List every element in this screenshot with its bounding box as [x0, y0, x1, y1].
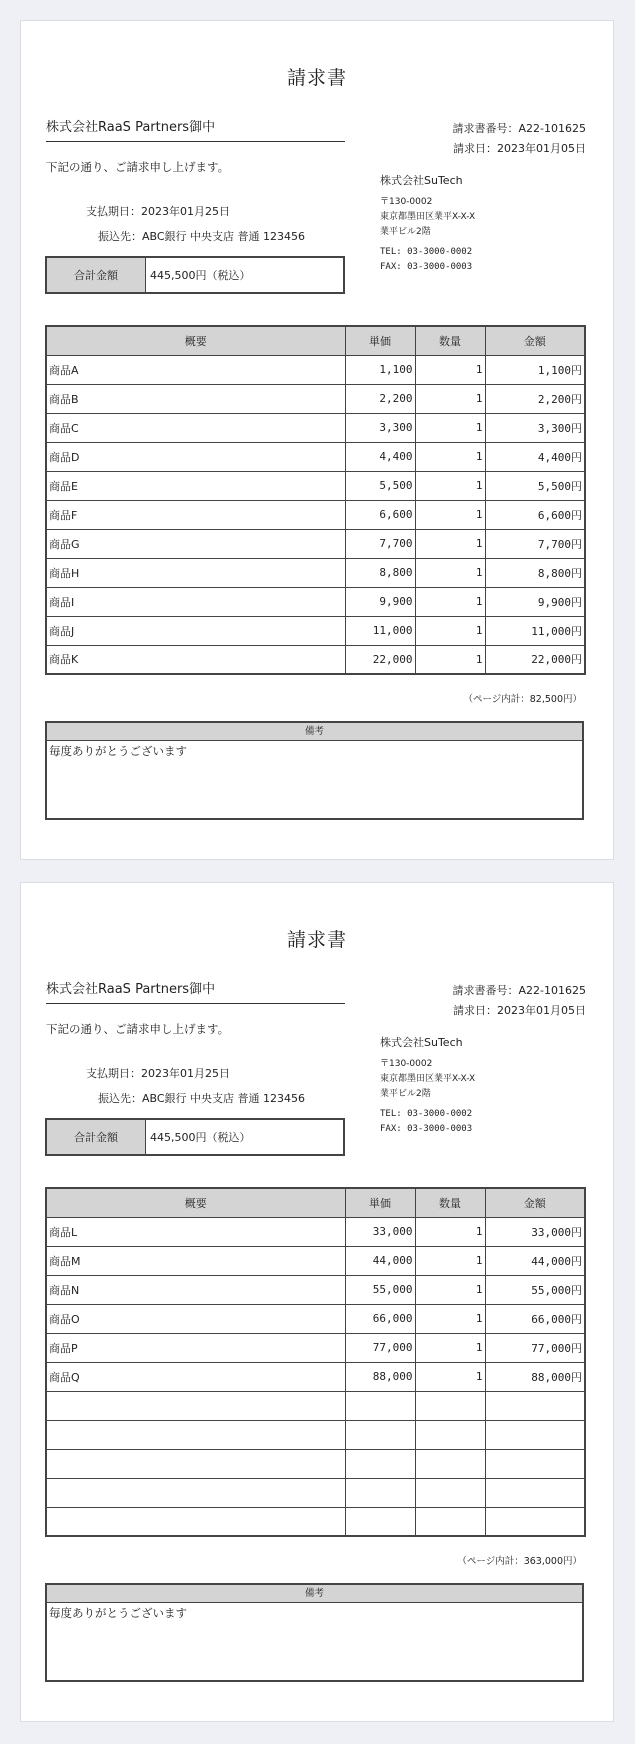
- table-row: [46, 1304, 585, 1333]
- remarks-text: 毎度ありがとうございます: [49, 1606, 187, 1620]
- item-description: 商品F: [46, 500, 345, 529]
- item-description: 商品P: [46, 1333, 345, 1362]
- item-description: [46, 1391, 345, 1420]
- bank-info: 振込先：ABC銀行 中央支店 普通 123456: [98, 230, 306, 243]
- item-quantity: 1: [415, 1333, 485, 1362]
- item-unit-price: 66,000: [345, 1304, 415, 1333]
- fax: FAX: 03-3000-0003: [380, 262, 473, 272]
- header-quantity: 数量: [415, 326, 485, 355]
- invoice-meta: [321, 981, 586, 1021]
- item-amount: [485, 1449, 585, 1478]
- table-row: [46, 1217, 585, 1246]
- table-row: [46, 529, 585, 558]
- item-amount: 44,000円: [485, 1246, 585, 1275]
- header-description: 概要: [46, 1188, 345, 1217]
- address-line-2: 業平ビル2階: [380, 1089, 431, 1099]
- issuer-company: 株式会社SuTech: [380, 1036, 463, 1049]
- due-date: 支払期日：2023年01月25日: [86, 1067, 230, 1080]
- item-quantity: [415, 1391, 485, 1420]
- bank-info: 振込先：ABC銀行 中央支店 普通 123456: [98, 1092, 306, 1105]
- item-unit-price: [345, 1449, 415, 1478]
- item-amount: [485, 1478, 585, 1507]
- item-quantity: 1: [415, 1362, 485, 1391]
- intro-text: 下記の通り、ご請求申し上げます。: [46, 160, 230, 174]
- remarks-label: 備考: [47, 723, 582, 741]
- item-quantity: 1: [415, 500, 485, 529]
- item-amount: 22,000円: [485, 645, 585, 674]
- table-row: [46, 384, 585, 413]
- issuer-contact: [380, 1107, 472, 1137]
- issuer-company: 株式会社SuTech: [380, 174, 463, 187]
- remarks-text: 毎度ありがとうございます: [49, 744, 187, 758]
- table-row: [46, 1478, 585, 1507]
- item-amount: 77,000円: [485, 1333, 585, 1362]
- item-amount: 8,800円: [485, 558, 585, 587]
- table-row: [46, 1449, 585, 1478]
- address-line-1: 東京都墨田区業平X-X-X: [380, 1074, 476, 1084]
- item-amount: 5,500円: [485, 471, 585, 500]
- item-description: [46, 1507, 345, 1536]
- table-header-row: [46, 326, 585, 355]
- item-unit-price: 44,000: [345, 1246, 415, 1275]
- item-description: 商品O: [46, 1304, 345, 1333]
- issuer-address: [380, 195, 475, 240]
- table-row: [46, 442, 585, 471]
- item-quantity: [415, 1478, 485, 1507]
- item-quantity: [415, 1420, 485, 1449]
- item-quantity: 1: [415, 1304, 485, 1333]
- client-name: 株式会社RaaS Partners御中: [46, 116, 345, 142]
- item-unit-price: 4,400: [345, 442, 415, 471]
- item-quantity: 1: [415, 645, 485, 674]
- item-unit-price: 2,200: [345, 384, 415, 413]
- item-unit-price: 5,500: [345, 471, 415, 500]
- remarks-label: 備考: [47, 1585, 582, 1603]
- item-description: 商品A: [46, 355, 345, 384]
- table-row: [46, 1246, 585, 1275]
- item-amount: 9,900円: [485, 587, 585, 616]
- item-amount: 4,400円: [485, 442, 585, 471]
- item-description: 商品C: [46, 413, 345, 442]
- items-table: [45, 325, 586, 675]
- item-quantity: 1: [415, 616, 485, 645]
- item-unit-price: 55,000: [345, 1275, 415, 1304]
- invoice-date: 請求日：2023年01月05日: [453, 1004, 586, 1017]
- address-line-1: 東京都墨田区業平X-X-X: [380, 212, 476, 222]
- item-quantity: 1: [415, 355, 485, 384]
- item-amount: 7,700円: [485, 529, 585, 558]
- invoice-page-1: [20, 20, 614, 860]
- table-row: [46, 1333, 585, 1362]
- item-unit-price: [345, 1478, 415, 1507]
- item-quantity: 1: [415, 1217, 485, 1246]
- item-unit-price: 88,000: [345, 1362, 415, 1391]
- tel: TEL: 03-3000-0002: [380, 247, 473, 257]
- total-value: 445,500円（税込）: [150, 269, 251, 282]
- client-name: 株式会社RaaS Partners御中: [46, 978, 345, 1004]
- page-subtotal: （ページ内計：363,000円）: [457, 1556, 582, 1567]
- table-row: [46, 355, 585, 384]
- table-row: [46, 558, 585, 587]
- item-description: 商品D: [46, 442, 345, 471]
- tel: TEL: 03-3000-0002: [380, 1109, 473, 1119]
- item-amount: 88,000円: [485, 1362, 585, 1391]
- postal-code: 〒130-0002: [380, 1059, 433, 1069]
- item-quantity: 1: [415, 442, 485, 471]
- item-unit-price: 22,000: [345, 645, 415, 674]
- intro-text: 下記の通り、ご請求申し上げます。: [46, 1022, 230, 1036]
- header-unit-price: 単価: [345, 326, 415, 355]
- header-quantity: 数量: [415, 1188, 485, 1217]
- page-subtotal: （ページ内計：82,500円）: [463, 694, 582, 705]
- total-amount-box: [45, 1118, 345, 1156]
- item-quantity: 1: [415, 587, 485, 616]
- table-row: [46, 587, 585, 616]
- item-amount: [485, 1391, 585, 1420]
- item-description: 商品H: [46, 558, 345, 587]
- table-row: [46, 616, 585, 645]
- item-unit-price: 11,000: [345, 616, 415, 645]
- table-row: [46, 1391, 585, 1420]
- header-description: 概要: [46, 326, 345, 355]
- table-row: [46, 645, 585, 674]
- item-description: 商品M: [46, 1246, 345, 1275]
- item-unit-price: 9,900: [345, 587, 415, 616]
- item-unit-price: [345, 1420, 415, 1449]
- item-description: 商品B: [46, 384, 345, 413]
- item-unit-price: [345, 1391, 415, 1420]
- invoice-number: 請求書番号：A22-101625: [452, 984, 586, 997]
- total-label: 合計金額: [47, 1120, 146, 1154]
- item-amount: 3,300円: [485, 413, 585, 442]
- table-row: [46, 413, 585, 442]
- item-quantity: [415, 1507, 485, 1536]
- total-amount-box: [45, 256, 345, 294]
- item-quantity: [415, 1449, 485, 1478]
- item-unit-price: 1,100: [345, 355, 415, 384]
- item-quantity: 1: [415, 471, 485, 500]
- item-description: 商品L: [46, 1217, 345, 1246]
- item-description: 商品E: [46, 471, 345, 500]
- item-description: 商品Q: [46, 1362, 345, 1391]
- total-label: 合計金額: [47, 258, 146, 292]
- invoice-title: 請求書: [286, 67, 347, 89]
- header-amount: 金額: [485, 1188, 585, 1217]
- fax: FAX: 03-3000-0003: [380, 1124, 473, 1134]
- header-amount: 金額: [485, 326, 585, 355]
- item-unit-price: 6,600: [345, 500, 415, 529]
- table-row: [46, 1362, 585, 1391]
- item-description: 商品K: [46, 645, 345, 674]
- remarks-box: [45, 721, 584, 820]
- item-amount: [485, 1507, 585, 1536]
- item-amount: [485, 1420, 585, 1449]
- issuer-contact: [380, 245, 472, 275]
- postal-code: 〒130-0002: [380, 197, 433, 207]
- item-unit-price: 33,000: [345, 1217, 415, 1246]
- invoice-meta: [321, 119, 586, 159]
- invoice-page-2: [20, 882, 614, 1722]
- item-unit-price: 77,000: [345, 1333, 415, 1362]
- item-description: 商品J: [46, 616, 345, 645]
- item-unit-price: 7,700: [345, 529, 415, 558]
- item-description: [46, 1449, 345, 1478]
- table-row: [46, 1507, 585, 1536]
- total-value: 445,500円（税込）: [150, 1131, 251, 1144]
- header-unit-price: 単価: [345, 1188, 415, 1217]
- item-quantity: 1: [415, 413, 485, 442]
- item-quantity: 1: [415, 529, 485, 558]
- item-amount: 66,000円: [485, 1304, 585, 1333]
- due-date: 支払期日：2023年01月25日: [86, 205, 230, 218]
- item-unit-price: [345, 1507, 415, 1536]
- item-description: 商品G: [46, 529, 345, 558]
- table-row: [46, 1420, 585, 1449]
- item-quantity: 1: [415, 1275, 485, 1304]
- item-description: [46, 1420, 345, 1449]
- item-amount: 55,000円: [485, 1275, 585, 1304]
- item-description: 商品N: [46, 1275, 345, 1304]
- table-row: [46, 471, 585, 500]
- item-quantity: 1: [415, 1246, 485, 1275]
- item-amount: 1,100円: [485, 355, 585, 384]
- items-table: [45, 1187, 586, 1537]
- item-description: [46, 1478, 345, 1507]
- remarks-box: [45, 1583, 584, 1682]
- item-unit-price: 8,800: [345, 558, 415, 587]
- item-amount: 2,200円: [485, 384, 585, 413]
- item-amount: 6,600円: [485, 500, 585, 529]
- table-header-row: [46, 1188, 585, 1217]
- invoice-title: 請求書: [286, 929, 347, 951]
- item-amount: 11,000円: [485, 616, 585, 645]
- address-line-2: 業平ビル2階: [380, 227, 431, 237]
- item-description: 商品I: [46, 587, 345, 616]
- issuer-address: [380, 1057, 475, 1102]
- table-row: [46, 1275, 585, 1304]
- invoice-number: 請求書番号：A22-101625: [452, 122, 586, 135]
- item-quantity: 1: [415, 384, 485, 413]
- table-row: [46, 500, 585, 529]
- invoice-date: 請求日：2023年01月05日: [453, 142, 586, 155]
- item-unit-price: 3,300: [345, 413, 415, 442]
- item-quantity: 1: [415, 558, 485, 587]
- item-amount: 33,000円: [485, 1217, 585, 1246]
